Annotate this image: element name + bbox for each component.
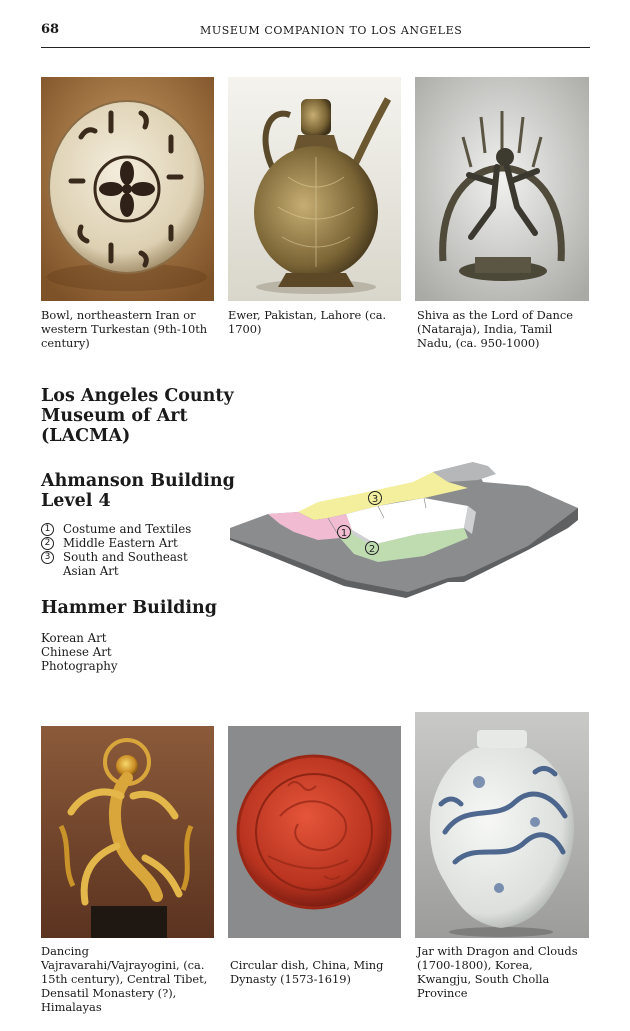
- ewer-photo: [228, 77, 401, 301]
- legend-item-3: [41, 550, 216, 578]
- map-marker-2-label: 2: [368, 544, 376, 555]
- hammer-title-text: Hammer Building: [41, 598, 218, 618]
- ahmanson-legend: [41, 522, 216, 578]
- map-marker-2: [366, 542, 379, 556]
- legend-label-2: Middle Eastern Art: [63, 536, 178, 550]
- ahmanson-title-line-1: Ahmanson Building: [41, 471, 235, 491]
- map-marker-1: [338, 526, 351, 540]
- lacquer-dish-caption: Circular dish, China, Ming Dynasty (1573-1619): [230, 958, 384, 986]
- vajravarahi-caption: Dancing Vajravarahi/Vajrayogini, (ca. 15th century), Central Tibet, Densatil Monastery (?), Himalayas: [41, 944, 208, 1014]
- legend-item-1: [41, 522, 216, 536]
- dragon-jar-caption: Jar with Dragon and Clouds (1700-1800), Korea, Kwangju, South Cholla Province: [417, 944, 578, 1000]
- header-rule: [41, 47, 590, 48]
- legend-label-3: South and Southeast Asian Art: [63, 550, 188, 578]
- legend-item-2: [41, 536, 216, 550]
- hammer-item-1: Korean Art: [41, 631, 107, 645]
- page-number: 68: [41, 22, 60, 37]
- museum-title: [41, 386, 241, 446]
- museum-title-line-2: Museum of Art: [41, 406, 188, 426]
- ahmanson-title: [41, 471, 241, 511]
- legend-marker-1: 1: [41, 523, 54, 536]
- dragon-jar-photo: [415, 712, 589, 938]
- lacquer-dish-photo: [228, 726, 401, 938]
- hammer-list: [41, 631, 201, 673]
- museum-title-line-3: (LACMA): [41, 426, 131, 446]
- bowl-photo: [41, 77, 214, 301]
- legend-label-1: Costume and Textiles: [63, 522, 192, 536]
- floor-map: [228, 458, 590, 608]
- hammer-item-3: Photography: [41, 659, 118, 673]
- legend-marker-2: 2: [41, 537, 54, 550]
- map-marker-3: [369, 492, 382, 506]
- vajravarahi-photo: [41, 726, 214, 938]
- museum-title-line-1: Los Angeles County: [41, 386, 234, 406]
- bowl-caption: Bowl, northeastern Iran or western Turkestan (9th-10th century): [41, 308, 208, 350]
- ahmanson-title-line-2: Level 4: [41, 491, 111, 511]
- map-marker-1-label: 1: [340, 528, 348, 539]
- shiva-caption: Shiva as the Lord of Dance (Nataraja), India, Tamil Nadu, (ca. 950-1000): [417, 308, 574, 350]
- running-head: MUSEUM COMPANION TO LOS ANGELES: [200, 24, 463, 37]
- ewer-caption: Ewer, Pakistan, Lahore (ca. 1700): [228, 308, 387, 336]
- hammer-item-2: Chinese Art: [41, 645, 112, 659]
- shiva-photo: [415, 77, 589, 301]
- map-marker-3-label: 3: [371, 494, 379, 505]
- legend-marker-3: 3: [41, 551, 54, 564]
- hammer-title: [41, 598, 241, 618]
